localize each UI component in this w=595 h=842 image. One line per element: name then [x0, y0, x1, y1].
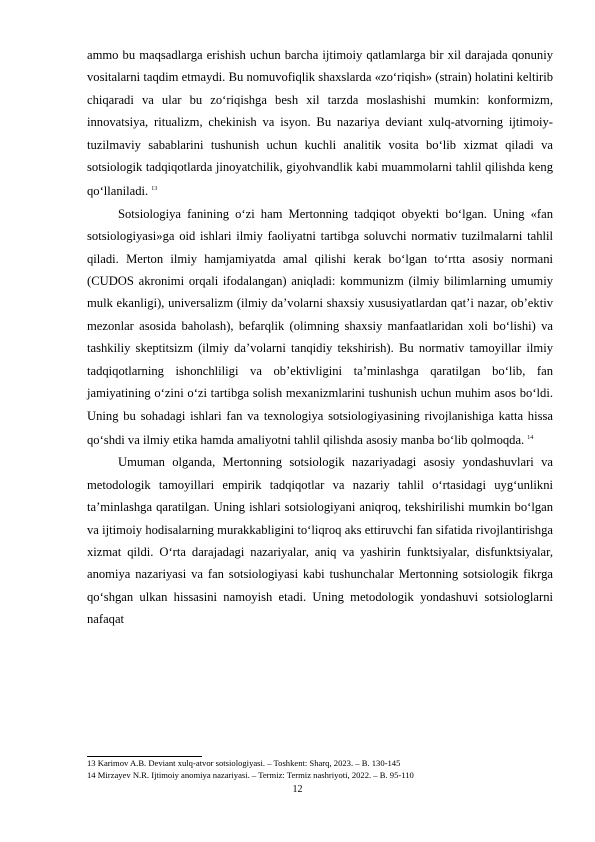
page-number: 12 [292, 784, 303, 795]
paragraph-1-text: ammo bu maqsadlarga erishish uchun barcha ijtimoiy qatlamlarga bir xil darajada qonuniy vositalarni taqdim etmaydi. Bu nomuvofiqlik shaxslarda «zo‘riqish» (strain) holatini keltirib chiqaradi va ular bu zo‘riqishga besh xil tarzda moslashishi mumkin: konformizm, innovatsiya, ritualizm, chekinish va isyon. Bu nazariya deviant xulq-atvorning ijtimoiy-tuzilmaviy sabablarini tushunish uchun kuchli analitik vosita bo‘lib xizmat qiladi va sotsiologik tadqiqotlarda jinoyatchilik, giyohvandlik kabi muammolarni tahlil qilishda keng qo‘llaniladi. [87, 48, 553, 199]
paragraph-3-text: Umuman olganda, Mertonning sotsiologik nazariyadagi asosiy yondashuvlari va metodologik tamoyillari empirik tadqiqotlar va nazariy tahlil o‘rtasidagi uyg‘unlikni ta’minlashga qaratilgan. Uning ishlari sotsiologiyani aniqroq, tekshirilishi mumkin bo‘lgan va ijtimoiy hodisalarning murakkabligini to‘liqroq aks ettiruvchi fan sifatida rivojlantirishga xizmat qildi. O‘rta darajadagi nazariyalar, aniq va yashirin funktsiyalar, disfunktsiyalar, anomiya nazariyasi va fan sotsiologiyasi kabi tushunchalar Mertonning sotsiologik fikrga qo‘shgan ulkan hissasini namoyish etadi. Uning metodologik yondashuvi sotsiologlarni nafaqat [87, 455, 553, 627]
paragraph-3 [87, 451, 553, 630]
footnote-separator [87, 756, 202, 757]
footnote-ref-13[interactable]: 13 [151, 186, 158, 193]
footnotes [87, 758, 553, 781]
footnote-14: 14 Mirzayev N.R. Ijtimoiy anomiya nazariyasi. – Termiz: Termiz nashriyoti, 2022. – B. 95-110 [87, 769, 414, 780]
paragraph-2 [87, 203, 553, 451]
paragraph-1 [87, 44, 553, 203]
footnote-13: 13 Karimov A.B. Deviant xulq-atvor sotsiologiyasi. – Toshkent: Sharq, 2023. – B. 130-145 [87, 758, 401, 768]
paragraph-2-text: Sotsiologiya fanining o‘zi ham Mertonning tadqiqot obyekti bo‘lgan. Uning «fan sotsiologiyasi»ga oid ishlari ilmiy faoliyatni tartibga soluvchi normativ tuzilmalarni tahlil qiladi. Merton ilmiy hamjamiyatda amal qilishi kerak bo‘lgan to‘rtta asosiy normani (CUDOS akronimi orqali ifodalangan) aniqladi: kommunizm (ilmiy bilimlarning umumiy mulk ekanligi), universalizm (ilmiy da’volarni shaxsiy xususiyatlardan qat’i nazar, ob’ektiv mezonlar asosida baholash), befarqlik (olimning shaxsiy manfaatlaridan xoli bo‘lishi) va tashkiliy skeptitsizm (ilmiy da’volarni tanqidiy tekshirish). Bu normativ tamoyillar ilmiy tadqiqotlarning ishonchliligi va ob’ektivligini ta’minlashga qaratilgan bo‘lib, fan jamiyatining o‘zini o‘zi tartibga solish mexanizmlarini tushunish uchun muhim asos bo‘ldi. Uning bu sohadagi ishlari fan va texnologiya sotsiologiyasining rivojlanishiga katta hissa qo‘shdi va ilmiy etika hamda amaliyotni tahlil qilishda asosiy manba bo‘lib qolmoqda. [87, 206, 553, 447]
body-text [87, 44, 553, 631]
footnote-ref-14[interactable]: 14 [527, 434, 534, 441]
